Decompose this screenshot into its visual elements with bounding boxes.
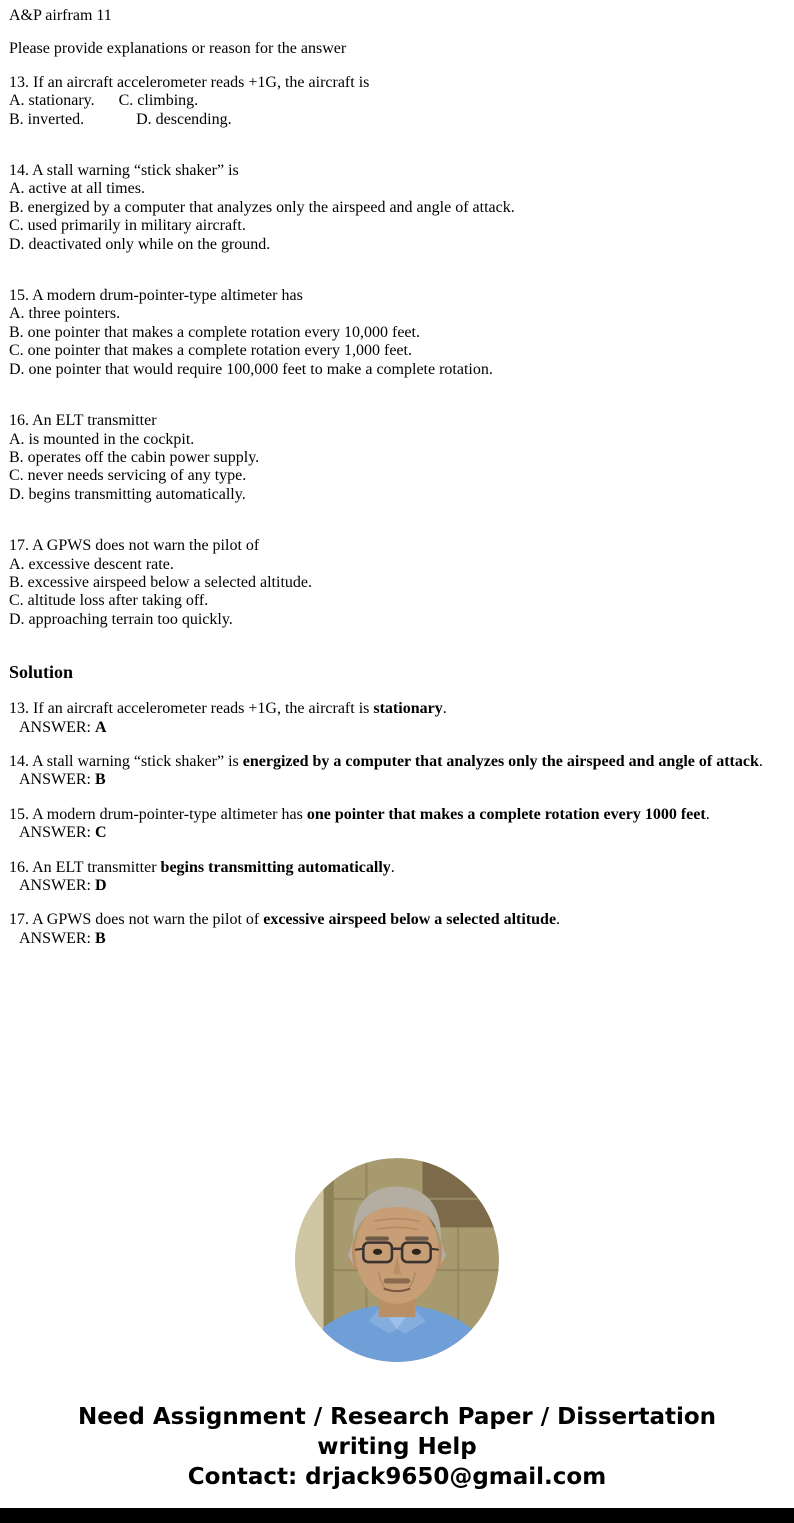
question-option-line: C. never needs servicing of any type. (9, 467, 247, 485)
answer-label: ANSWER: (19, 718, 95, 736)
question-13 (9, 74, 785, 129)
question-15 (9, 287, 785, 379)
answer-line (9, 719, 785, 737)
question-option-line: A. is mounted in the cockpit. (9, 430, 195, 448)
question-option-line: B. one pointer that makes a complete rotation every 10,000 feet. (9, 323, 420, 341)
instruction-text: Please provide explanations or reason for the answer (9, 40, 347, 58)
solution-statement-text: 15. A modern drum-pointer-type altimeter has (9, 805, 307, 823)
question-option-line: A. three pointers. (9, 305, 121, 323)
answer-label: ANSWER: (19, 771, 95, 789)
question-14 (9, 162, 785, 254)
solution-item-16 (9, 859, 785, 896)
question-option-line: D. approaching terrain too quickly. (9, 610, 233, 628)
question-option-line: B. inverted. D. descending. (9, 110, 232, 128)
answer-letter: A (95, 718, 107, 736)
answer-label: ANSWER: (19, 929, 95, 947)
question-16 (9, 412, 785, 504)
person-photo-illustration (295, 1158, 499, 1362)
question-option-line: A. stationary. C. climbing. (9, 92, 199, 110)
solution-statement-text: 16. An ELT transmitter (9, 858, 161, 876)
question-option-line: C. used primarily in military aircraft. (9, 217, 246, 235)
solution-answer-phrase: one pointer that makes a complete rotation every 1000 feet (306, 805, 706, 823)
solution-statement (9, 806, 785, 824)
question-stem: 13. If an aircraft accelerometer reads +1G, the aircraft is (9, 73, 370, 91)
question-option-line: C. altitude loss after taking off. (9, 592, 209, 610)
bottom-bar (0, 1508, 794, 1523)
question-17 (9, 537, 785, 629)
answer-letter: C (95, 824, 107, 842)
answer-line (9, 877, 785, 895)
solution-statement-period: . (556, 911, 561, 929)
solution-heading: Solution (9, 662, 74, 683)
answer-letter: D (95, 877, 107, 894)
solution-answer-phrase: begins transmitting automatically (160, 858, 391, 876)
promo-heading-line1: Need Assignment / Research Paper / Dissertation (77, 1404, 717, 1431)
answer-line (9, 771, 785, 789)
question-option-line: A. active at all times. (9, 180, 145, 198)
question-stem: 17. A GPWS does not warn the pilot of (9, 537, 260, 555)
document-title: A&P airfram 11 (9, 7, 112, 24)
solution-item-17 (9, 911, 785, 948)
solution-answer-phrase: energized by a computer that analyzes only the airspeed and angle of attack (242, 752, 759, 770)
promo-contact-email: Contact: drjack9650@gmail.com (187, 1464, 607, 1491)
question-option-line: A. excessive descent rate. (9, 555, 174, 573)
answer-line (9, 930, 785, 948)
solution-answer-phrase: excessive airspeed below a selected altitude (263, 911, 557, 929)
question-option-line: B. excessive airspeed below a selected altitude. (9, 573, 312, 591)
solution-statement-text: 17. A GPWS does not warn the pilot of (9, 911, 264, 929)
solution-statement-period: . (758, 752, 763, 770)
answer-label: ANSWER: (19, 824, 95, 842)
question-option-line: B. energized by a computer that analyzes only the airspeed and angle of attack. (9, 198, 515, 216)
promo-footer (9, 1402, 785, 1492)
solution-statement (9, 859, 785, 877)
solution-item-14 (9, 753, 785, 790)
solution-answer-phrase: stationary (373, 700, 443, 718)
answer-letter: B (95, 929, 106, 947)
answer-letter: B (95, 771, 106, 789)
answer-label: ANSWER: (19, 877, 95, 894)
solution-statement (9, 911, 785, 929)
question-option-line: D. begins transmitting automatically. (9, 485, 246, 503)
question-stem: 15. A modern drum-pointer-type altimeter has (9, 287, 303, 305)
question-option-line: C. one pointer that makes a complete rotation every 1,000 feet. (9, 342, 412, 360)
solution-item-15 (9, 806, 785, 843)
solution-statement-text: 14. A stall warning “stick shaker” is (9, 752, 243, 770)
solution-item-13 (9, 700, 785, 737)
solution-statement (9, 700, 785, 718)
promo-heading-line2: writing Help (317, 1434, 477, 1461)
solution-statement-text: 13. If an aircraft accelerometer reads +1G, the aircraft is (9, 700, 374, 718)
solution-statement (9, 753, 785, 771)
question-option-line: D. deactivated only while on the ground. (9, 235, 271, 253)
question-stem: 14. A stall warning “stick shaker” is (9, 162, 239, 180)
answer-line (9, 824, 785, 842)
question-option-line: B. operates off the cabin power supply. (9, 448, 260, 466)
solution-statement-period: . (390, 858, 395, 876)
portrait-photo-container (9, 1158, 785, 1362)
solution-statement-period: . (442, 700, 447, 718)
question-stem: 16. An ELT transmitter (9, 412, 157, 430)
question-option-line: D. one pointer that would require 100,000 feet to make a complete rotation. (9, 360, 493, 378)
solution-statement-period: . (705, 805, 710, 823)
person-photo (295, 1158, 499, 1362)
